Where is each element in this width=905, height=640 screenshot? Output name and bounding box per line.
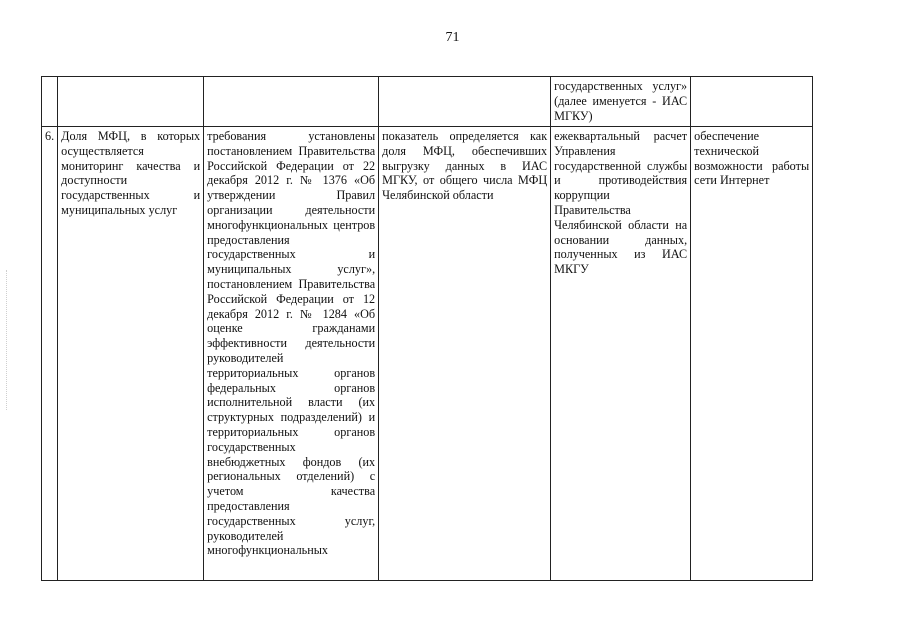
row-number: 6. <box>42 127 58 581</box>
table-cell <box>42 77 58 127</box>
table-cell <box>379 77 551 127</box>
calculation-cell: показатель определяется как доля МФЦ, обеспечивших выгрузку данных в ИАС МГКУ, от общего числа МФЦ Челябинской области <box>379 127 551 581</box>
table-row-continuation <box>42 77 813 127</box>
indicators-table <box>41 76 813 581</box>
requirements-cell: требования установлены постановлением Правительства Российской Федерации от 22 декабря 2012 г. № 1376 «Об утверждении Правил организации деятельности многофункциональных центров предоставления государственных и муниципальных услуг», постановлением Правительства Российской Федерации от 12 декабря 2012 г. № 1284 «Об оценке гражданами эффективности деятельности руководителей территориальных органов федеральных органов исполнительной власти (их структурных подразделений) и территориальных органов государственных внебюджетных фондов (их региональных отделений) с учетом качества предоставления государственных услуг, руководителей многофункциональных <box>204 127 379 581</box>
indicator-cell: Доля МФЦ, в которых осуществляется мониторинг качества и доступности государственных и муниципальных услуг <box>58 127 204 581</box>
table-row <box>42 127 813 581</box>
table-cell-source-continuation: государственных услуг» (далее именуется - ИАС МГКУ) <box>551 77 691 127</box>
source-cell: ежеквартальный расчет Управления государственной службы и противодействия коррупции Правительства Челябинской области на основании данных, полученных из ИАС МКГУ <box>551 127 691 581</box>
notes-cell: обеспечение технической возможности работы сети Интернет <box>691 127 813 581</box>
page-number: 71 <box>445 30 460 45</box>
table-cell <box>58 77 204 127</box>
table-cell <box>204 77 379 127</box>
table-cell <box>691 77 813 127</box>
scan-margin-marks <box>6 270 13 410</box>
